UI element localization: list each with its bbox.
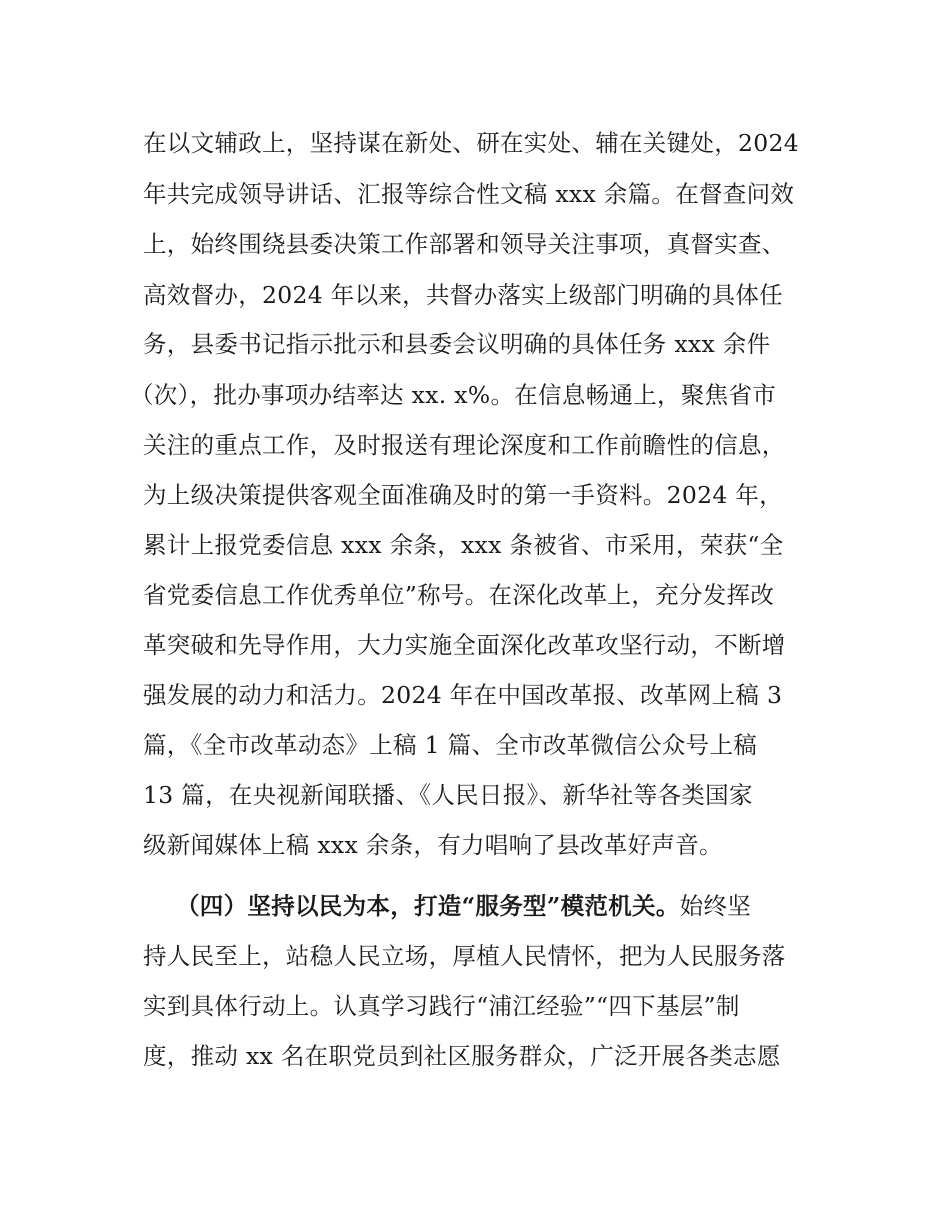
paragraph-1-line: 累计上报党委信息 xxx 余条，xxx 条被省、市采用，荣获“全 <box>143 531 784 559</box>
paragraph-2-line: 实到具体行动上。认真学习践行“浦江经验”“四下基层”制 <box>143 992 740 1020</box>
paragraph-2-first-line <box>176 891 751 921</box>
paragraph-1-line: 年共完成领导讲话、汇报等综合性文稿 xxx 余篇。在督查问效 <box>143 180 795 208</box>
paragraph-2-lead-text: 始终坚 <box>679 892 752 920</box>
paragraph-1-line: 篇，《全市改革动态》上稿 1 篇、全市改革微信公众号上稿 <box>143 731 758 759</box>
section-heading: （四）坚持以民为本，打造“服务型”模范机关。 <box>176 892 680 920</box>
paragraph-1-line: 为上级决策提供客观全面准确及时的第一手资料。2024 年， <box>143 481 783 509</box>
paragraph-1-line: 省党委信息工作优秀单位”称号。在深化改革上，充分发挥改 <box>143 581 775 609</box>
paragraph-1-line: 13 篇，在央视新闻联播、《人民日报》、新华社等各类国家 <box>143 781 753 809</box>
paragraph-1-line: 务，县委书记指示批示和县委会议明确的具体任务 xxx 余件 <box>143 330 771 358</box>
paragraph-1-line: 高效督办，2024 年以来，共督办落实上级部门明确的具体任 <box>143 281 783 309</box>
paragraph-1-line: 在以文辅政上，坚持谋在新处、研在实处、辅在关键处，2024 <box>143 129 800 157</box>
paragraph-2-line: 持人民至上，站稳人民立场，厚植人民情怀，把为人民服务落 <box>143 942 786 970</box>
paragraph-1-line: 关注的重点工作，及时报送有理论深度和工作前瞻性的信息， <box>143 431 786 459</box>
paragraph-1-line: 级新闻媒体上稿 xxx 余条，有力唱响了县改革好声音。 <box>143 831 723 859</box>
paragraph-1-line: 上，始终围绕县委决策工作部署和领导关注事项，真督实查、 <box>143 230 786 258</box>
paragraph-1-line: （次），批办事项办结率达 xx. x%。在信息畅通上，聚焦省市 <box>130 381 777 409</box>
paragraph-2-line: 度，推动 xx 名在职党员到社区服务群众，广泛开展各类志愿 <box>143 1042 781 1070</box>
paragraph-1-line: 强发展的动力和活力。2024 年在中国改革报、改革网上稿 3 <box>143 681 783 709</box>
paragraph-1-line: 革突破和先导作用，大力实施全面深化改革攻坚行动，不断增 <box>143 631 786 659</box>
